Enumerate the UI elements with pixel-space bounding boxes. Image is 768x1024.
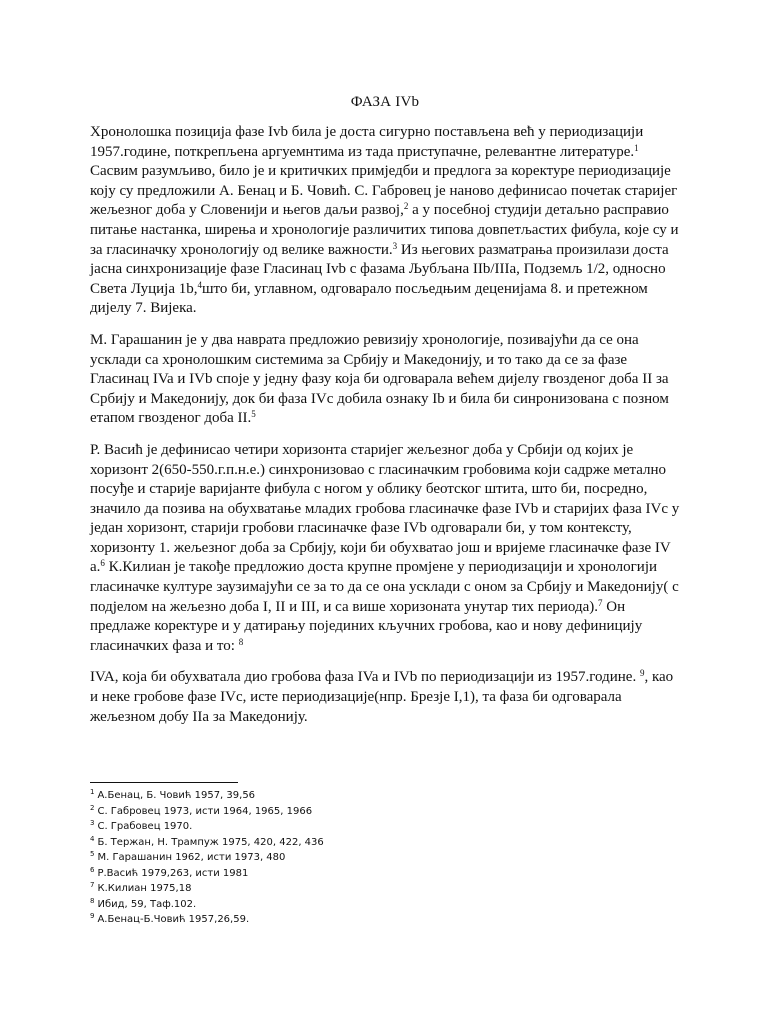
- footnote-reference: 7: [598, 597, 603, 608]
- paragraph-text: М. Гарашанин је у два наврата предложио ревизију хронологије, позивајући да се она усклади са хронолошким системима за Србију и Македонију, и то тако да се за фазе Гласинац IVa и IVb споје у једну фазу која би одговарала већем дијелу гвозденог доба II за Србију и Македонију, док би фаза IVc добила ознаку Ib и била би синронизована с позном етапом гвозденог доба II.: [90, 331, 669, 427]
- footnote: [90, 835, 324, 851]
- document-page: [90, 94, 680, 739]
- footnote: [90, 804, 324, 820]
- paragraph-text: Р. Васић је дефинисао четири хоризонта старијег жељезног доба у Србији од којих је хоризонт 2(650-550.г.п.н.е.) синхронизовао с гласиначким гробовима који садрже метално посуђе и старије варијанте фибула с ногом у облику беотског штита, што би, посредно, значило да позива на обухватање младих гробова гласиначке фазе IVb и старијих фаза IVc у један хоризонт, старији гробови гласиначке фазе IVb одговарали би, у том контексту, хоризонту 1. жељезног доба за Србију, који би обухватао још и вријеме гласиначке фазе IV a.: [90, 441, 680, 576]
- paragraph: [90, 441, 680, 657]
- footnote-reference: 5: [251, 409, 256, 420]
- footnote-number: 8: [90, 896, 95, 905]
- body-text: [90, 123, 680, 727]
- footnote: [90, 897, 324, 913]
- paragraph-text: што би, углавном, одговарало посљедњим деценијама 8. и претежном дијелу 7. Вијека.: [90, 280, 648, 317]
- footnote-text: С. Грабовец 1970.: [97, 821, 193, 832]
- footnote-number: 1: [90, 788, 95, 796]
- footnote-reference: 8: [238, 636, 244, 647]
- footnotes: [90, 788, 324, 928]
- footnote-number: 5: [90, 850, 95, 858]
- footnote-reference: 2: [403, 201, 409, 212]
- footnote-number: 7: [90, 881, 95, 889]
- footnote-separator: [90, 782, 238, 783]
- footnote-reference: 9: [639, 668, 645, 679]
- paragraph-text: Он предлаже коректуре и у датирању појединих кључних гробова, као и нову дефиницију гласиначких фаза и то:: [90, 598, 643, 654]
- footnote-text: А.Бенац-Б.Човић 1957,26,59.: [97, 914, 250, 925]
- paragraph: [90, 668, 680, 727]
- paragraph: [90, 123, 680, 319]
- footnote-text: Ибид, 59, Таф.102.: [97, 898, 197, 910]
- paragraph-text: Из његових разматрања произилази доста јасна синхронизације фазе Гласинац Ivb с фазама Љубљана IIb/IIIa, Подземљ 1/2, односно Света Луција 1b,: [90, 241, 669, 297]
- footnote-number: 9: [90, 912, 95, 920]
- paragraph-text: , као и неке гробове фазе IVc, исте периодизације(нпр. Брезје I,1), та фаза би одговарала жељезном добу IIa за Македонију.: [90, 669, 674, 725]
- paragraph-text: Хронолошка позиција фазе Ivb била је доста сигурно постављена већ у периодизацији 1957.године, поткрепљена аргуемнтима из тада приступачне, релевантне литературе.: [90, 124, 644, 160]
- footnote-text: А.Бенац, Б. Човић 1957, 39,56: [97, 790, 256, 801]
- footnote-text: Р.Васић 1979,263, исти 1981: [97, 867, 249, 879]
- footnote-reference: 6: [100, 558, 105, 569]
- footnote-text: М. Гарашанин 1962, исти 1973, 480: [97, 852, 286, 863]
- footnote-number: 2: [90, 803, 95, 812]
- paragraph: [90, 331, 680, 429]
- footnote-number: 6: [90, 865, 95, 874]
- footnote: [90, 866, 324, 882]
- paragraph-text: К.Килиан је такође предложио доста крупне промјене у периодизацији и хронологији гласиначке културе заузимајући се за то да се она усклади с оном за Србију и Македонију( с подјелом на жељезно доба I, II и III, и са више хоризоната унутар тих периода).: [90, 559, 679, 615]
- footnote-reference: 4: [197, 279, 202, 290]
- footnote-reference: 3: [392, 240, 398, 251]
- footnote-number: 3: [90, 819, 95, 827]
- footnote: [90, 819, 324, 835]
- footnote-number: 4: [90, 834, 95, 843]
- paragraph-text: Сасвим разумљиво, било је и критичких примједби и предлога за коректуре периодизације коју су предложили А. Бенац и Б. Човић. С. Габровец је наново дефинисао почетак старијег жељезног доба у Словенији и његов даљи развој,: [90, 163, 678, 219]
- footnote-text: Б. Тержан, Н. Трампуж 1975, 420, 422, 436: [97, 836, 324, 848]
- footnote-text: С. Габровец 1973, исти 1964, 1965, 1966: [97, 805, 313, 817]
- paragraph-text: а у посебној студији детаљно расправио питање настанка, ширења и хронологије различитих типова довпетљастих фибула, које су и за гласиначку хронологију од велике важности.: [90, 202, 679, 258]
- footnote: [90, 881, 324, 897]
- footnote: [90, 912, 324, 928]
- paragraph-text: IVA, која би обухватала дио гробова фаза IVa и IVb по периодизацији из 1957.године.: [90, 669, 640, 686]
- footnote-text: К.Килиан 1975,18: [97, 883, 192, 894]
- footnote: [90, 850, 324, 866]
- footnote-reference: 1: [634, 142, 639, 153]
- footnote: [90, 788, 324, 804]
- page-title: ФАЗА IVb: [350, 94, 420, 110]
